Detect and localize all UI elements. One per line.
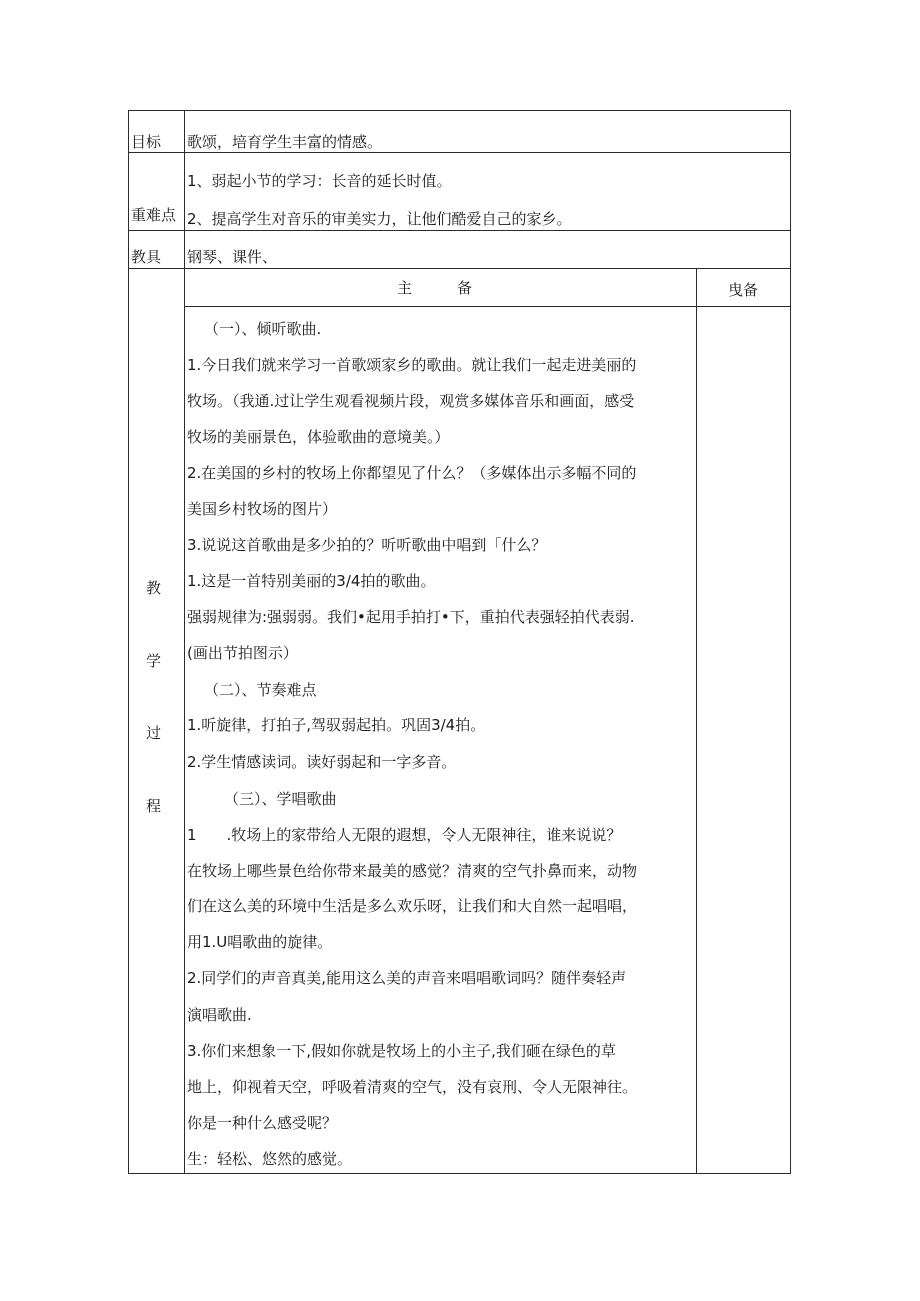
table-left-border — [128, 110, 129, 1174]
process-line: 你是一种什么感受呢？ — [187, 1114, 338, 1132]
difficulty-label: 重难点 — [131, 206, 177, 224]
table-bottom-border — [128, 1173, 791, 1174]
process-line: 2.在美国的乡村的牧场上你都望见了什么？（多媒体出示多幅不同的 — [187, 464, 637, 482]
process-label-char: 程 — [146, 797, 162, 815]
process-line: 2.学生情感读词。读好弱起和一字多音。 — [187, 753, 457, 771]
process-line: （一）、倾听歌曲. — [204, 320, 322, 338]
process-line: 1.这是一首特别美丽的3/4拍的歌曲。 — [187, 572, 436, 590]
process-label-char: 学 — [146, 652, 162, 670]
process-line: 3.你们来想象一下,假如你就是牧场上的小主子,我们砸在绿色的草 — [187, 1042, 616, 1060]
goal-text: 歌颂，培育学生丰富的情感。 — [187, 133, 383, 151]
row-divider-tools — [128, 268, 791, 269]
label-column-divider — [184, 110, 185, 1174]
process-line: 们在这么美的环境中生活是多么欢乐呀，让我们和大自然一起唱唱， — [187, 897, 638, 915]
process-line: 牧场。（我通.过让学生观看视频片段，观赏多媒体音乐和画面，感受 — [187, 392, 635, 410]
main-prep-header: 主 备 — [397, 279, 473, 297]
row-divider-goal — [128, 152, 791, 153]
process-label-char: 过 — [146, 724, 162, 742]
process-line: 3.说说这首歌曲是多少拍的？听听歌曲中唱到「什么？ — [187, 536, 547, 554]
process-line: 1.听旋律，打拍子,驾驭弱起拍。巩固3/4拍。 — [187, 716, 486, 734]
process-line: 美国乡村牧场的图片） — [187, 500, 338, 518]
process-line: 1.今日我们就来学习一首歌颂家乡的歌曲。就让我们一起走进美丽的 — [187, 356, 637, 374]
process-line: 牧场的美丽景色，体验歌曲的意境美。） — [187, 428, 450, 446]
process-line: 生：轻松、悠然的感觉。 — [187, 1150, 353, 1168]
process-label-char: 教 — [146, 579, 162, 597]
goal-label: 目标 — [131, 133, 162, 151]
tools-label: 教具 — [131, 248, 162, 266]
process-line: 演唱歌曲. — [187, 1006, 252, 1024]
difficulty-line: 2、提高学生对音乐的审美实力，让他们酷爱自己的家乡。 — [187, 210, 572, 228]
process-line: 1 .牧场上的家带给人无限的遐想，令人无限神往，谁来说说？ — [187, 826, 622, 844]
process-line: （二）、节奏难点 — [204, 681, 317, 699]
process-line: 强弱规律为:强弱弱。我们•起用手拍打•下，重拍代表强轻拍代表弱. — [187, 608, 635, 626]
secondary-prep-header: 曳备 — [728, 281, 759, 299]
process-line: 在牧场上哪些景色给你带来最美的感觉？清爽的空气扑鼻而来，动物 — [187, 862, 638, 880]
process-line: 地上，仰视着天空，呼吸着清爽的空气，没有哀刑、令人无限神往。 — [187, 1078, 638, 1096]
process-line: （三）、学唱歌曲 — [224, 790, 337, 808]
process-line: (画出节拍图示） — [187, 644, 298, 662]
row-divider-header — [184, 306, 791, 307]
process-line: 2.同学们的声音真美,能用这么美的声音来唱唱歌词吗？随伴奏轻声 — [187, 969, 627, 987]
table-right-border — [790, 110, 791, 1174]
difficulty-line: 1、弱起小节的学习：长音的延长时值。 — [187, 172, 452, 190]
row-divider-difficulty — [128, 230, 791, 231]
secondary-column-divider — [696, 268, 697, 1174]
tools-text: 钢琴、课件、 — [187, 248, 278, 266]
process-line: 用1.U唱歌曲的旋律。 — [187, 933, 333, 951]
table-top-border — [128, 110, 791, 111]
